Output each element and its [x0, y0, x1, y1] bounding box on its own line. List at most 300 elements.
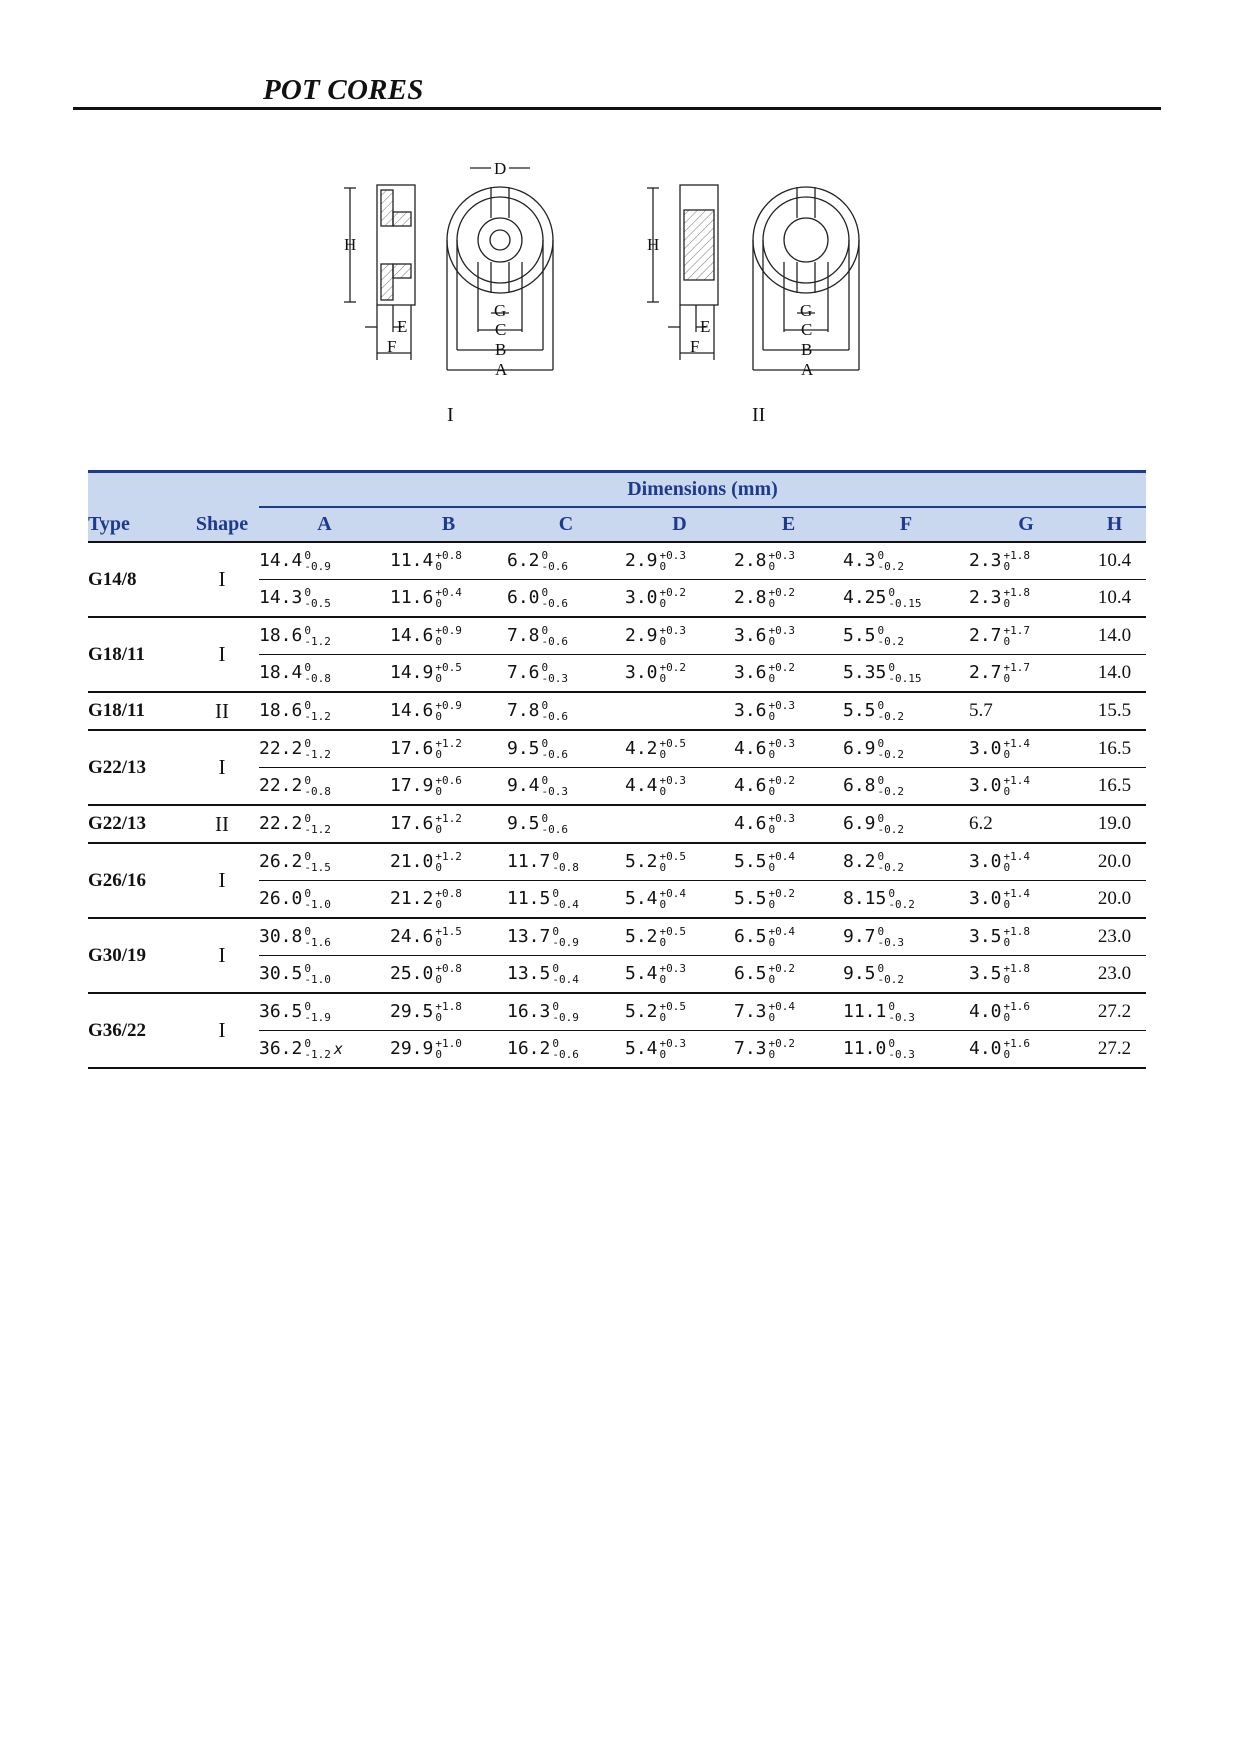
tolerance-upper: 0: [304, 1000, 311, 1013]
tolerance: [878, 926, 905, 948]
cell-g: [969, 1031, 1083, 1069]
tolerance-upper: 0: [304, 586, 311, 599]
tolerance: [660, 1001, 687, 1023]
tolerance: [304, 1001, 331, 1023]
tolerance-upper: +0.8: [435, 549, 462, 562]
cell-f: [843, 655, 969, 693]
tolerance-upper: 0: [877, 774, 885, 787]
tolerance-upper: +1.5: [435, 925, 462, 938]
cell-value: 22.2: [259, 813, 303, 834]
cell-h: 16.5: [1083, 768, 1146, 806]
cell-f: [843, 692, 969, 730]
cell-a: [259, 617, 390, 655]
tolerance-upper: 0: [304, 661, 311, 674]
tolerance: [769, 926, 796, 948]
tolerance-upper: 0: [541, 737, 549, 750]
tolerance-lower: 0: [768, 1048, 776, 1061]
tolerance: [1004, 851, 1031, 873]
tolerance-lower: 0: [1003, 560, 1011, 573]
cell-value: 9.5: [843, 963, 876, 984]
cell-value: 4.6: [734, 813, 767, 834]
tolerance-upper: +1.8: [435, 1000, 462, 1013]
col-header-shape: Shape: [185, 507, 259, 542]
cell-c: [507, 692, 625, 730]
cell-c: [507, 805, 625, 843]
tolerance-upper: +0.6: [435, 774, 462, 787]
tolerance-upper: +0.5: [435, 661, 462, 674]
tolerance-upper: 0: [888, 887, 895, 900]
table-row: [88, 918, 1146, 956]
cell-value: 3.0: [969, 888, 1002, 909]
tolerance-lower: 0: [435, 861, 442, 874]
tolerance: [542, 775, 569, 797]
tolerance: [888, 1001, 915, 1023]
tolerance: [435, 1038, 462, 1060]
tolerance-upper: 0: [877, 850, 885, 863]
tolerance: [769, 813, 796, 835]
tolerance-upper: +1.8: [1003, 549, 1031, 562]
cell-c: [507, 580, 625, 618]
tolerance-lower: -1.0: [304, 898, 331, 911]
tolerance: [304, 587, 331, 609]
tolerance: [660, 662, 687, 684]
tolerance: [888, 587, 921, 609]
cell-b: [390, 542, 507, 580]
cell-value: 36.5: [259, 1001, 303, 1022]
tolerance-lower: 0: [659, 635, 667, 648]
cell-f: [843, 542, 969, 580]
cell-value: 7.6: [507, 662, 540, 683]
cell-c: [507, 1031, 625, 1069]
cell-d: [625, 730, 734, 768]
value-suffix: x: [333, 1040, 343, 1058]
cell-b: [390, 730, 507, 768]
tolerance-lower: 0: [435, 672, 442, 685]
tolerance-lower: -0.6: [541, 560, 569, 573]
cell-shape: II: [185, 692, 259, 730]
cell-value: 7.3: [734, 1038, 767, 1059]
tolerance-upper: 0: [877, 962, 885, 975]
tolerance: [435, 775, 462, 797]
cell-value: 3.5: [969, 963, 1002, 984]
cell-a: [259, 768, 390, 806]
tolerance: [660, 963, 687, 985]
tolerance-lower: -1.2: [304, 710, 331, 723]
dim-label-h-2: H: [647, 235, 660, 254]
cell-value: 21.2: [390, 888, 434, 909]
cell-h: 14.0: [1083, 617, 1146, 655]
tolerance-lower: -0.2: [877, 973, 905, 986]
cell-value: 8.2: [843, 851, 876, 872]
cell-value: 11.6: [390, 587, 434, 608]
tolerance: [660, 851, 687, 873]
cell-value: 11.4: [390, 550, 434, 571]
tolerance-upper: 0: [304, 925, 311, 938]
tolerance-lower: -1.6: [304, 936, 331, 949]
tolerance-upper: 0: [877, 737, 885, 750]
cell-h: 10.4: [1083, 580, 1146, 618]
tolerance: [769, 888, 796, 910]
tolerance: [435, 550, 462, 572]
tolerance: [660, 775, 687, 797]
cell-b: [390, 655, 507, 693]
cell-g: [969, 730, 1083, 768]
cell-value: 22.2: [259, 775, 303, 796]
cell-value: 2.8: [734, 550, 767, 571]
tolerance: [435, 700, 462, 722]
tolerance: [304, 738, 331, 760]
cell-value: 16.3: [507, 1001, 551, 1022]
cell-value: 3.0: [969, 775, 1002, 796]
tolerance: [660, 550, 687, 572]
cell-value: 2.9: [625, 625, 658, 646]
cell-g: [969, 617, 1083, 655]
dim-label-a-1: A: [495, 360, 508, 379]
tolerance-upper: +0.4: [768, 1000, 796, 1013]
tolerance: [660, 888, 687, 910]
cell-value: 5.5: [734, 888, 767, 909]
cell-shape: II: [185, 805, 259, 843]
cell-f: [843, 580, 969, 618]
tolerance: [1004, 587, 1031, 609]
col-header-a: A: [259, 507, 390, 542]
cell-a: [259, 956, 390, 994]
cell-value: 6.5: [734, 963, 767, 984]
cell-value: 2.7: [969, 625, 1002, 646]
tolerance-lower: -0.6: [541, 635, 569, 648]
tolerance-lower: -0.6: [541, 823, 569, 836]
cell-a: [259, 805, 390, 843]
tolerance-lower: 0: [435, 560, 442, 573]
tolerance-lower: 0: [768, 1011, 776, 1024]
cell-d: [625, 655, 734, 693]
tolerance-lower: 0: [1003, 748, 1011, 761]
tolerance-upper: 0: [552, 887, 559, 900]
cell-d: [625, 843, 734, 881]
tolerance-lower: 0: [659, 1011, 667, 1024]
dim-label-a-2: A: [801, 360, 814, 379]
tolerance-upper: 0: [552, 1037, 559, 1050]
tolerance-lower: 0: [768, 635, 776, 648]
cell-h: 19.0: [1083, 805, 1146, 843]
tolerance-lower: -0.2: [877, 785, 905, 798]
tolerance-lower: -0.4: [552, 898, 579, 911]
cell-g: [969, 918, 1083, 956]
shape-label-ii: II: [752, 404, 766, 426]
tolerance: [542, 625, 569, 647]
cell-b: [390, 617, 507, 655]
tolerance: [769, 851, 796, 873]
table-row: [88, 542, 1146, 580]
tolerance: [769, 700, 796, 722]
cell-type: G18/11: [88, 617, 185, 692]
cell-g: [969, 542, 1083, 580]
cell-value: 3.6: [734, 662, 767, 683]
tolerance: [1004, 926, 1031, 948]
tolerance: [542, 700, 569, 722]
cell-h: 27.2: [1083, 1031, 1146, 1069]
cell-a: [259, 993, 390, 1031]
cell-c: [507, 768, 625, 806]
tolerance-lower: 0: [659, 898, 667, 911]
tolerance: [304, 625, 331, 647]
dimensions-table: [88, 470, 1146, 1069]
tolerance-upper: +0.2: [768, 661, 796, 674]
cell-value: 5.4: [625, 888, 658, 909]
cell-a: [259, 730, 390, 768]
cell-value: 5.5: [843, 625, 876, 646]
tolerance: [888, 888, 915, 910]
tolerance-upper: 0: [304, 624, 311, 637]
tolerance-upper: +0.3: [768, 699, 796, 712]
tolerance: [1004, 550, 1031, 572]
cell-shape: I: [185, 918, 259, 993]
tolerance-lower: -0.15: [888, 597, 922, 610]
cell-f: [843, 956, 969, 994]
tolerance: [542, 813, 569, 835]
pot-core-diagram: [340, 160, 900, 400]
tolerance-upper: +0.3: [659, 549, 687, 562]
cell-g: 6.2: [969, 805, 1083, 843]
tolerance-upper: 0: [304, 962, 311, 975]
cell-c: [507, 881, 625, 919]
tolerance-lower: 0: [768, 710, 776, 723]
table-row: [88, 617, 1146, 655]
tolerance-upper: 0: [888, 1000, 895, 1013]
tolerance: [878, 700, 905, 722]
tolerance-lower: 0: [768, 560, 776, 573]
tolerance-upper: +0.5: [659, 850, 687, 863]
tolerance-upper: 0: [541, 661, 549, 674]
cell-value: 3.0: [969, 738, 1002, 759]
cell-d: [625, 993, 734, 1031]
tolerance-lower: -0.2: [877, 823, 905, 836]
tolerance-lower: -0.3: [877, 936, 905, 949]
tolerance-upper: +0.3: [659, 962, 687, 975]
tolerance-lower: -0.3: [541, 785, 569, 798]
cell-f: [843, 918, 969, 956]
cell-shape: I: [185, 542, 259, 617]
tolerance: [878, 851, 905, 873]
col-header-b: B: [390, 507, 507, 542]
tolerance-upper: 0: [304, 737, 311, 750]
tolerance: [542, 662, 569, 684]
tolerance-upper: +0.2: [768, 962, 796, 975]
cell-value: 2.3: [969, 587, 1002, 608]
cell-c: [507, 730, 625, 768]
tolerance-upper: +1.4: [1003, 774, 1031, 787]
cell-a: [259, 1031, 390, 1069]
tolerance: [769, 662, 796, 684]
cell-value: 11.5: [507, 888, 551, 909]
cell-value: 11.7: [507, 851, 551, 872]
tolerance: [304, 963, 331, 985]
cell-value: 5.5: [843, 700, 876, 721]
cell-d: [625, 542, 734, 580]
tolerance-upper: 0: [552, 1000, 559, 1013]
tolerance-upper: +1.2: [435, 812, 462, 825]
tolerance-upper: 0: [552, 850, 559, 863]
cell-g: [969, 768, 1083, 806]
tolerance-lower: -0.4: [552, 973, 579, 986]
col-header-g: G: [969, 507, 1083, 542]
tolerance-lower: 0: [768, 785, 776, 798]
cell-value: 16.2: [507, 1038, 551, 1059]
cell-e: [734, 730, 843, 768]
tolerance: [552, 888, 579, 910]
cell-value: 6.9: [843, 738, 876, 759]
tolerance-lower: 0: [659, 597, 667, 610]
cell-type: G22/13: [88, 805, 185, 843]
tolerance: [304, 851, 331, 873]
tolerance-lower: -0.9: [552, 1011, 579, 1024]
cell-value: 4.0: [969, 1038, 1002, 1059]
tolerance-upper: 0: [552, 962, 559, 975]
cell-value: 18.6: [259, 625, 303, 646]
tolerance: [1004, 625, 1031, 647]
table-row: [88, 692, 1146, 730]
tolerance-upper: +1.2: [435, 850, 462, 863]
cell-h: 10.4: [1083, 542, 1146, 580]
tolerance-lower: -0.8: [304, 672, 331, 685]
tolerance: [552, 926, 579, 948]
cell-value: 9.5: [507, 813, 540, 834]
tolerance-lower: 0: [435, 635, 442, 648]
cell-value: 11.1: [843, 1001, 887, 1022]
tolerance-lower: 0: [435, 1011, 442, 1024]
tolerance: [1004, 963, 1031, 985]
tolerance: [1004, 775, 1031, 797]
cell-value: 5.2: [625, 851, 658, 872]
tolerance: [1004, 1001, 1031, 1023]
cell-b: [390, 956, 507, 994]
tolerance-lower: 0: [659, 936, 667, 949]
table-body: [88, 542, 1146, 1068]
tolerance: [660, 625, 687, 647]
cell-f: [843, 1031, 969, 1069]
tolerance: [660, 738, 687, 760]
tolerance-lower: 0: [435, 898, 442, 911]
col-header-type: Type: [88, 507, 185, 542]
cell-h: 20.0: [1083, 881, 1146, 919]
tolerance: [878, 775, 905, 797]
tolerance-lower: 0: [435, 823, 442, 836]
cell-f: [843, 805, 969, 843]
cell-value: 3.0: [969, 851, 1002, 872]
cell-h: 15.5: [1083, 692, 1146, 730]
cell-value: 5.4: [625, 963, 658, 984]
cell-value: 6.2: [507, 550, 540, 571]
tolerance-upper: +0.2: [768, 887, 796, 900]
tolerance: [552, 963, 579, 985]
tolerance: [888, 662, 921, 684]
dim-label-g-1: G: [494, 301, 507, 320]
cell-value: 17.9: [390, 775, 434, 796]
tolerance-lower: 0: [1003, 672, 1011, 685]
cell-value: 3.6: [734, 700, 767, 721]
cell-value: 14.6: [390, 625, 434, 646]
title-rule: [73, 107, 1161, 110]
tolerance: [304, 813, 331, 835]
cell-b: [390, 692, 507, 730]
cell-value: 4.3: [843, 550, 876, 571]
tolerance-lower: -0.9: [552, 936, 579, 949]
cell-e: [734, 918, 843, 956]
tolerance: [304, 926, 331, 948]
cell-a: [259, 918, 390, 956]
tolerance-upper: 0: [877, 699, 885, 712]
tolerance-lower: 0: [435, 973, 442, 986]
col-header-d: D: [625, 507, 734, 542]
cell-value: 6.0: [507, 587, 540, 608]
cell-value: 14.3: [259, 587, 303, 608]
tolerance-lower: 0: [768, 672, 776, 685]
tolerance-upper: 0: [541, 624, 549, 637]
cell-c: [507, 956, 625, 994]
cell-value: 7.8: [507, 625, 540, 646]
cell-type: G22/13: [88, 730, 185, 805]
tolerance-lower: 0: [768, 823, 776, 836]
tolerance: [435, 587, 462, 609]
tolerance-lower: -1.2: [304, 748, 331, 761]
cell-value: 29.5: [390, 1001, 434, 1022]
tolerance: [435, 888, 462, 910]
dim-label-d-1: D: [494, 160, 507, 178]
cell-value: 5.2: [625, 1001, 658, 1022]
cell-value: 13.5: [507, 963, 551, 984]
tolerance: [435, 926, 462, 948]
cell-h: 16.5: [1083, 730, 1146, 768]
cell-value: 4.2: [625, 738, 658, 759]
col-header-h: H: [1083, 507, 1146, 542]
tolerance-upper: +0.8: [435, 962, 462, 975]
cell-shape: I: [185, 993, 259, 1068]
page-title: POT CORES: [263, 74, 424, 106]
tolerance: [660, 587, 687, 609]
cell-a: [259, 655, 390, 693]
cell-e: [734, 956, 843, 994]
cell-value: 2.7: [969, 662, 1002, 683]
cell-value: 9.7: [843, 926, 876, 947]
cell-f: [843, 843, 969, 881]
cell-e: [734, 843, 843, 881]
tolerance-lower: 0: [1003, 973, 1011, 986]
tolerance-upper: +0.3: [659, 1037, 687, 1050]
cell-value: 3.0: [625, 587, 658, 608]
cell-value: 21.0: [390, 851, 434, 872]
dim-label-e-1: E: [397, 317, 408, 336]
tolerance-upper: 0: [541, 586, 549, 599]
tolerance-lower: 0: [768, 898, 776, 911]
cell-a: [259, 542, 390, 580]
tolerance-upper: +0.9: [435, 699, 462, 712]
tolerance-lower: -0.8: [552, 861, 579, 874]
tolerance-upper: 0: [888, 661, 895, 674]
tolerance: [1004, 738, 1031, 760]
tolerance-upper: +0.3: [659, 774, 687, 787]
cell-g: [969, 881, 1083, 919]
cell-shape: I: [185, 617, 259, 692]
cell-type: G14/8: [88, 542, 185, 617]
cell-value: 9.5: [507, 738, 540, 759]
cell-e: [734, 805, 843, 843]
cell-value: 11.0: [843, 1038, 887, 1059]
tolerance-lower: 0: [1003, 635, 1011, 648]
tolerance-lower: -0.5: [304, 597, 331, 610]
cell-value: 7.3: [734, 1001, 767, 1022]
tolerance: [435, 1001, 462, 1023]
cell-d: [625, 956, 734, 994]
